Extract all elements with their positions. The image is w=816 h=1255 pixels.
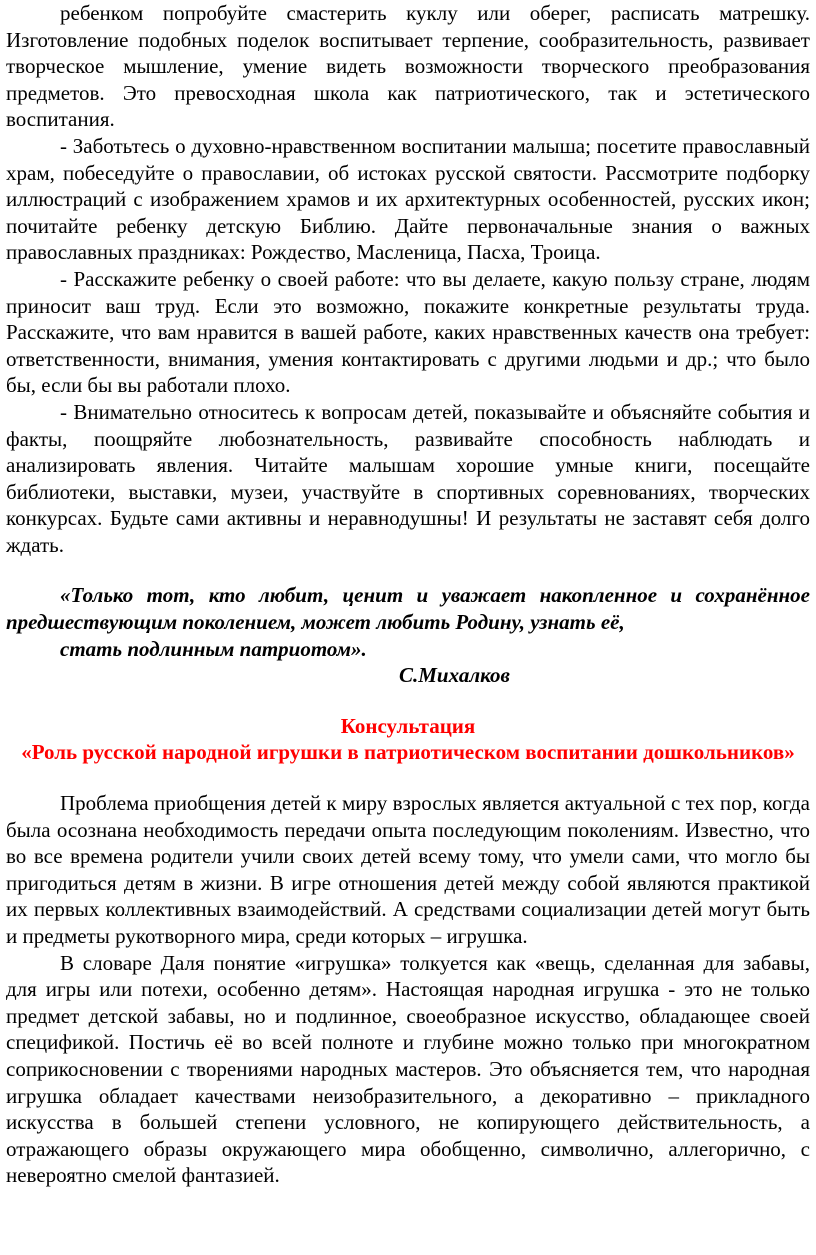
paragraph-crafts: ребенком попробуйте смастерить куклу или оберег, расписать матрешку. Изготовление подобных поделок воспитывает терпение, сообразительность, развивает творческое мышление, умение видеть возможности творческого преобразования предметов. Это превосходная школа как патриотического, так и эстетического воспитания. — [6, 1, 810, 132]
paragraph-work: - Расскажите ребенку о своей работе: что вы делаете, какую пользу стране, людям приносит ваш труд. Если это возможно, покажите конкретные результаты труда. Расскажите, что вам нравится в вашей работе, каких нравственных качеств она требует: ответственности, внимания, умения контактировать с другими людьми и др.; что было бы, если бы вы работали плохо. — [6, 266, 810, 398]
consultation-label: Консультация — [340, 713, 476, 738]
spacer — [6, 766, 810, 790]
paragraph-dal-dictionary: В словаре Даля понятие «игрушка» толкуется как «вещь, сделанная для забавы, для игры или потехи, особенно детям». Настоящая народная игрушка - это не только предмет детской забавы, но и подлинное, своеобразное искусство, обладающее своей спецификой. Постичь её во всей полноте и глубине можно только при многократном соприкосновении с творениями народных мастеров. Это объясняется тем, что народная игрушка обладает качествами неизобразительного, а декоративно – прикладного искусства в большей степени условного, не копирующего действительность, а отражающего образы окружающего мира обобщенно, символично, аллегорично, с невероятно смелой фантазией. — [6, 950, 810, 1188]
paragraph-curiosity: - Внимательно относитесь к вопросам детей, показывайте и объясняйте события и факты, поощряйте любознательность, развивайте способность наблюдать и анализировать явления. Читайте малышам хорошие умные книги, посещайте библиотеки, выставки, музеи, участвуйте в спортивных соревнованиях, творческих конкурсах. Будьте сами активны и неравнодушны! И результаты не заставят себя долго ждать. — [6, 399, 810, 557]
consultation-title: «Роль русской народной игрушки в патриотическом воспитании дошкольников» — [21, 740, 795, 765]
document-page — [6, 0, 810, 1189]
quote-text: «Только тот, кто любит, ценит и уважает накопленное и сохранённое предшествующим поколением, может любить Родину, узнать её, — [6, 583, 810, 635]
consultation-heading — [6, 713, 810, 766]
advice-section — [6, 0, 810, 558]
spacer — [6, 558, 810, 582]
paragraph-problem: Проблема приобщения детей к миру взрослых является актуальной с тех пор, когда была осознана необходимость передачи опыта последующим поколениям. Известно, что во все времена родители учили своих детей всему тому, что умели сами, что могло бы пригодиться детям в жизни. В игре отношения детей между собой являются практикой их первых коллективных взаимодействий. А средствами социализации детей могут быть и предметы рукотворного мира, среди которых – игрушка. — [6, 791, 810, 948]
article-section — [6, 790, 810, 1189]
paragraph-spiritual: - Заботьтесь о духовно-нравственном воспитании малыша; посетите православный храм, побеседуйте о православии, об истоках русской святости. Рассмотрите подборку иллюстраций с изображением храмов и их архитектурных особенностей, русских икон; почитайте ребенку детскую Библию. Дайте первоначальные знания о важных православных праздниках: Рождество, Масленица, Пасха, Троица. — [6, 133, 810, 265]
epigraph-quote — [6, 582, 810, 688]
quote-text-end: стать подлинным патриотом». — [60, 636, 367, 661]
spacer — [6, 689, 810, 713]
quote-author: С.Михалков — [399, 663, 510, 688]
